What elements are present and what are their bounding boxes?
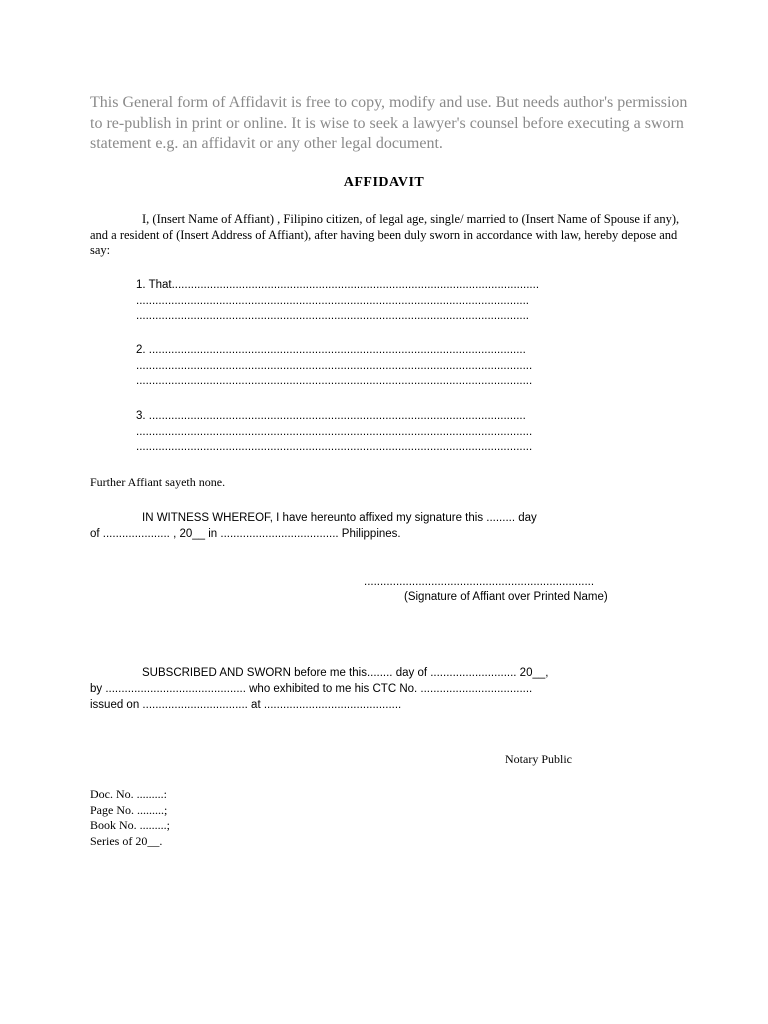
jurat-line-2: by ............................................ who exhibited to me his CTC No. ................................... bbox=[90, 683, 533, 695]
item-line: ............................................................................................................................ bbox=[136, 425, 533, 438]
notarial-register-info bbox=[90, 787, 170, 849]
item-line: ............................................................................................................................ bbox=[136, 375, 533, 387]
item-line: 3. ...................................................................................................................... bbox=[136, 410, 526, 422]
jurat-line-3: issued on ................................. at ........................................... bbox=[90, 699, 402, 711]
item-line: ............................................................................................................................ bbox=[136, 441, 533, 453]
item-line: 1. That................................................................................................................... bbox=[136, 279, 540, 291]
page-number: Page No. .........; bbox=[90, 802, 168, 817]
jurat-paragraph bbox=[90, 665, 690, 713]
copyright-notice: This General form of Affidavit is free to copy, modify and use. But needs author's permission to re-publish in print or online. It is wise to seek a lawyer's counsel before executing a sworn statement e.g. an affidavit or any other legal document. bbox=[90, 94, 688, 152]
book-number: Book No. .........; bbox=[90, 818, 171, 832]
witness-paragraph bbox=[90, 510, 690, 542]
notary-public-label: Notary Public bbox=[505, 752, 572, 766]
item-line: ........................................................................................................................... bbox=[136, 310, 529, 322]
item-line: ........................................................................................................................... bbox=[136, 294, 529, 307]
statement-item-2 bbox=[136, 343, 636, 390]
signature-line: ........................................................................ bbox=[364, 576, 595, 588]
item-line: ............................................................................................................................ bbox=[136, 359, 533, 372]
series-year: Series of 20__. bbox=[90, 833, 163, 848]
item-line: 2. ...................................................................................................................... bbox=[136, 344, 526, 356]
witness-line-1: IN WITNESS WHEREOF, I have hereunto affixed my signature this ......... day bbox=[142, 512, 537, 524]
document-title: AFFIDAVIT bbox=[343, 175, 425, 190]
jurat-line-1: SUBSCRIBED AND SWORN before me this........ day of ........................... 20__, bbox=[142, 667, 549, 679]
statement-item-3 bbox=[136, 409, 636, 456]
further-statement: Further Affiant sayeth none. bbox=[90, 475, 226, 489]
doc-number: Doc. No. .........: bbox=[90, 787, 167, 801]
signature-caption: (Signature of Affiant over Printed Name) bbox=[404, 591, 608, 603]
intro-paragraph: I, (Insert Name of Affiant) , Filipino citizen, of legal age, single/ married to (Insert Name of Spouse if any), and a resident of (Insert Address of Affiant), after having been duly sworn in accordance with law, hereby depose and say: bbox=[90, 212, 680, 257]
witness-line-2: of ..................... , 20__ in ..................................... Philippines. bbox=[90, 528, 401, 540]
statement-item-1 bbox=[136, 278, 636, 325]
